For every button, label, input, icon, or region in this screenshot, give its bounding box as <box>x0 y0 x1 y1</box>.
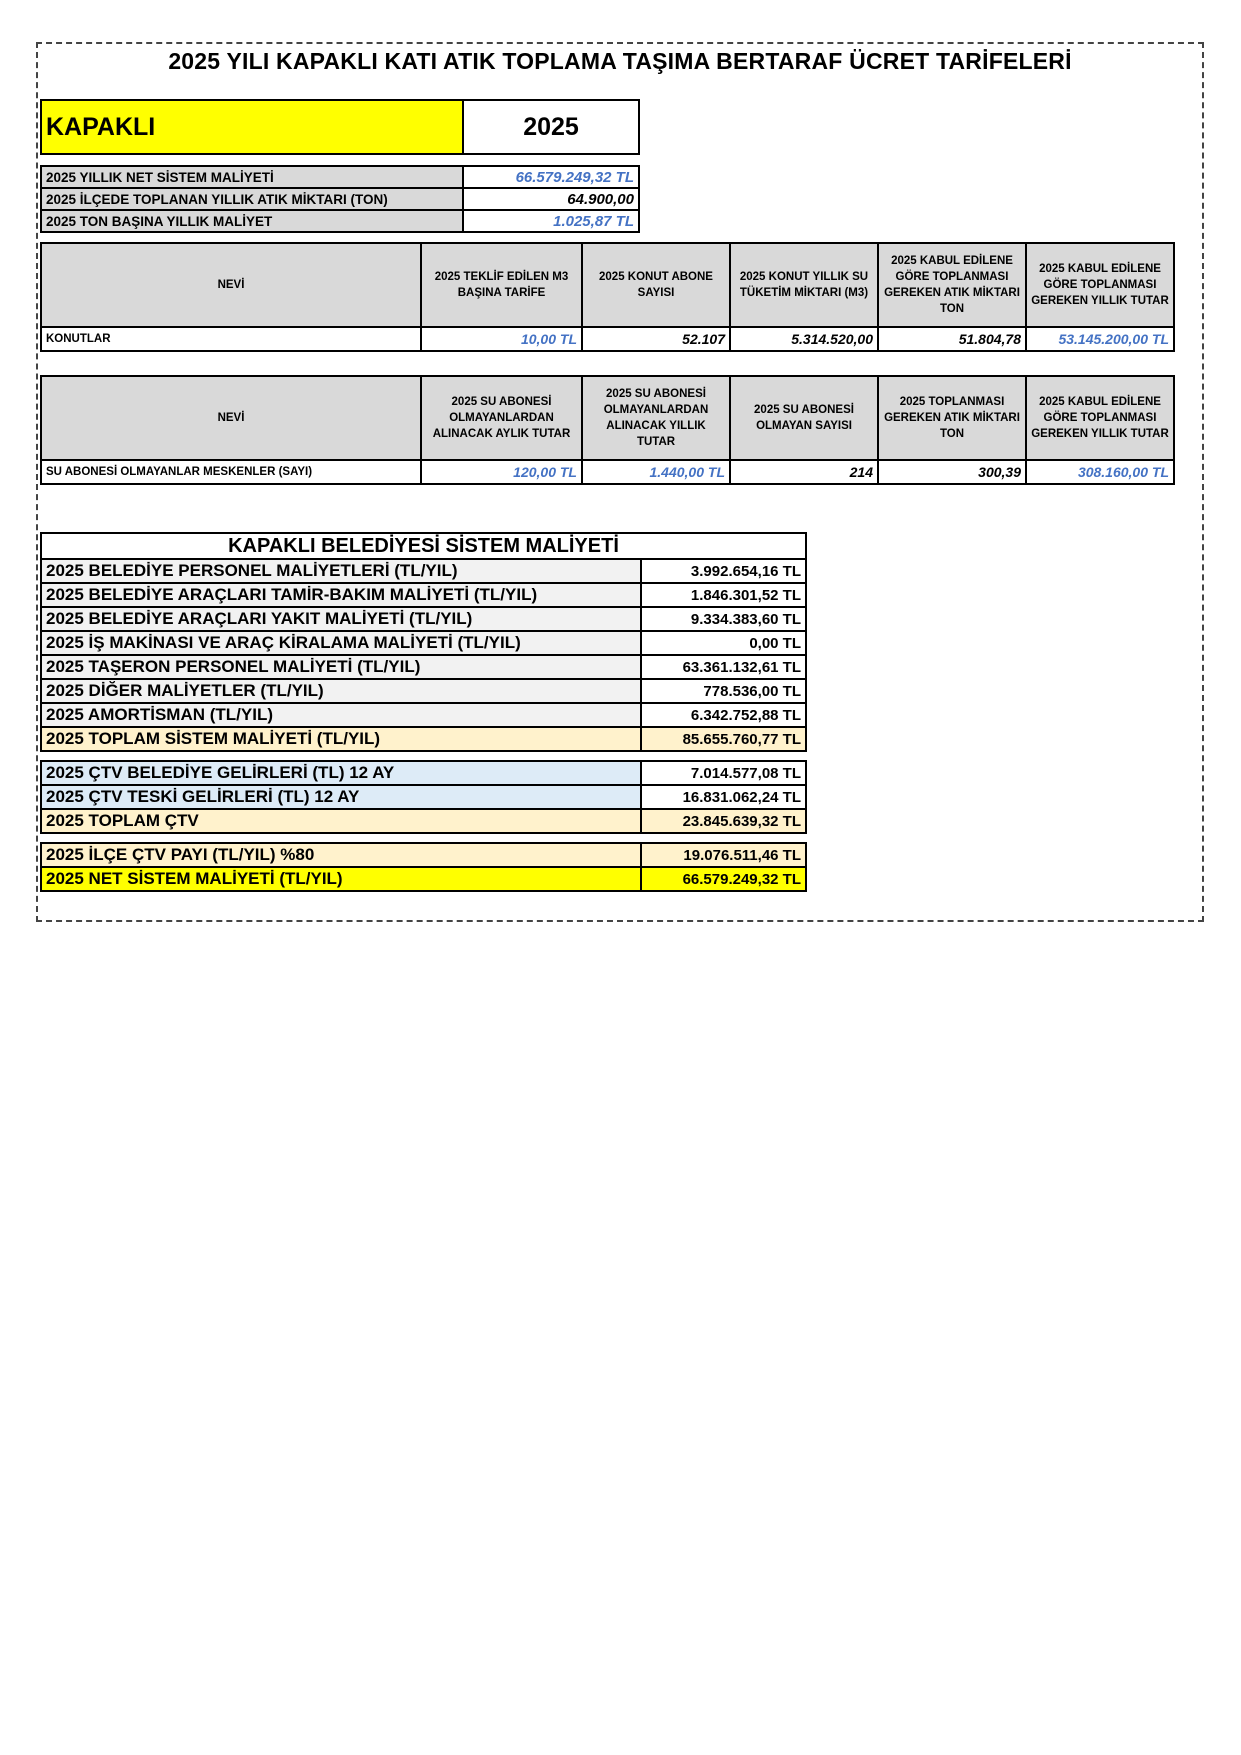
konut-tariff-table <box>40 242 1175 352</box>
table-row <box>41 785 806 809</box>
column-header: 2025 KABUL EDİLENE GÖRE TOPLANMASI GEREKEN YILLIK TUTAR <box>1026 376 1174 460</box>
total-row <box>41 809 806 833</box>
table-cell: 52.107 <box>582 327 730 351</box>
cost-value: 16.831.062,24 TL <box>641 785 806 809</box>
summary-table <box>40 165 640 233</box>
table-cell: 120,00 TL <box>421 460 582 484</box>
column-header: NEVİ <box>41 243 421 327</box>
column-header: 2025 KONUT YILLIK SU TÜKETİM MİKTARI (M3) <box>730 243 878 327</box>
column-header: 2025 TOPLANMASI GEREKEN ATIK MİKTARI TON <box>878 376 1026 460</box>
column-header: 2025 SU ABONESİ OLMAYANLARDAN ALINACAK YILLIK TUTAR <box>582 376 730 460</box>
cost-label: 2025 BELEDİYE ARAÇLARI TAMİR-BAKIM MALİYETİ (TL/YIL) <box>41 583 641 607</box>
cost-value: 778.536,00 TL <box>641 679 806 703</box>
cost-label: 2025 NET SİSTEM MALİYETİ (TL/YIL) <box>41 867 641 891</box>
column-header: NEVİ <box>41 376 421 460</box>
cost-value: 6.342.752,88 TL <box>641 703 806 727</box>
cost-label: 2025 DİĞER MALİYETLER (TL/YIL) <box>41 679 641 703</box>
table-cell: 53.145.200,00 TL <box>1026 327 1174 351</box>
page-title: 2025 YILI KAPAKLI KATI ATIK TOPLAMA TAŞIMA BERTARAF ÜCRET TARİFELERİ <box>168 48 1072 74</box>
cost-label: 2025 ÇTV TESKİ GELİRLERİ (TL) 12 AY <box>41 785 641 809</box>
table-cell: 308.160,00 TL <box>1026 460 1174 484</box>
column-header: 2025 SU ABONESİ OLMAYAN SAYISI <box>730 376 878 460</box>
table-row <box>41 631 806 655</box>
total-row <box>41 843 806 867</box>
cost-label: 2025 TOPLAM SİSTEM MALİYETİ (TL/YIL) <box>41 727 641 751</box>
summary-value: 66.579.249,32 TL <box>463 166 639 188</box>
table-row <box>41 583 806 607</box>
summary-row <box>41 210 639 232</box>
net-total-row <box>41 867 806 891</box>
cost-label: 2025 AMORTİSMAN (TL/YIL) <box>41 703 641 727</box>
cost-label: 2025 BELEDİYE ARAÇLARI YAKIT MALİYETİ (TL/YIL) <box>41 607 641 631</box>
summary-value: 64.900,00 <box>463 188 639 210</box>
cost-label: 2025 İŞ MAKİNASI VE ARAÇ KİRALAMA MALİYETİ (TL/YIL) <box>41 631 641 655</box>
table-cell: 51.804,78 <box>878 327 1026 351</box>
cost-value: 1.846.301,52 TL <box>641 583 806 607</box>
summary-label: 2025 İLÇEDE TOPLANAN YILLIK ATIK MİKTARI (TON) <box>41 188 463 210</box>
column-header: 2025 KABUL EDİLENE GÖRE TOPLANMASI GEREKEN ATIK MİKTARI TON <box>878 243 1026 327</box>
row-spacer <box>41 833 806 843</box>
row-label: SU ABONESİ OLMAYANLAR MESKENLER (SAYI) <box>41 460 421 484</box>
cost-value: 3.992.654,16 TL <box>641 559 806 583</box>
summary-value: 1.025,87 TL <box>463 210 639 232</box>
table-row <box>41 761 806 785</box>
header-table <box>40 99 640 155</box>
table-row <box>41 559 806 583</box>
table-cell: 10,00 TL <box>421 327 582 351</box>
table-row <box>41 679 806 703</box>
cost-value: 23.845.639,32 TL <box>641 809 806 833</box>
system-cost-table <box>40 532 807 892</box>
column-header: 2025 SU ABONESİ OLMAYANLARDAN ALINACAK AYLIK TUTAR <box>421 376 582 460</box>
table-row <box>41 703 806 727</box>
summary-row <box>41 188 639 210</box>
cost-label: 2025 İLÇE ÇTV PAYI (TL/YIL) %80 <box>41 843 641 867</box>
table-cell: 1.440,00 TL <box>582 460 730 484</box>
table-row <box>41 655 806 679</box>
cost-label: 2025 BELEDİYE PERSONEL MALİYETLERİ (TL/YIL) <box>41 559 641 583</box>
column-header: 2025 TEKLİF EDİLEN M3 BAŞINA TARİFE <box>421 243 582 327</box>
table-row <box>41 327 1174 351</box>
table-cell: 5.314.520,00 <box>730 327 878 351</box>
cost-label: 2025 ÇTV BELEDİYE GELİRLERİ (TL) 12 AY <box>41 761 641 785</box>
non-subscriber-table <box>40 375 1175 485</box>
cost-value: 0,00 TL <box>641 631 806 655</box>
cost-table-title: KAPAKLI BELEDİYESİ SİSTEM MALİYETİ <box>41 533 806 559</box>
table-cell: 214 <box>730 460 878 484</box>
cost-label: 2025 TAŞERON PERSONEL MALİYETİ (TL/YIL) <box>41 655 641 679</box>
cost-value: 9.334.383,60 TL <box>641 607 806 631</box>
summary-row <box>41 166 639 188</box>
total-row <box>41 727 806 751</box>
cost-value: 85.655.760,77 TL <box>641 727 806 751</box>
table-row <box>41 607 806 631</box>
row-spacer <box>41 751 806 761</box>
summary-label: 2025 YILLIK NET SİSTEM MALİYETİ <box>41 166 463 188</box>
table-row <box>41 460 1174 484</box>
cost-value: 66.579.249,32 TL <box>641 867 806 891</box>
column-header: 2025 KABUL EDİLENE GÖRE TOPLANMASI GEREKEN YILLIK TUTAR <box>1026 243 1174 327</box>
column-header: 2025 KONUT ABONE SAYISI <box>582 243 730 327</box>
municipality-name: KAPAKLI <box>41 100 463 154</box>
cost-value: 19.076.511,46 TL <box>641 843 806 867</box>
cost-label: 2025 TOPLAM ÇTV <box>41 809 641 833</box>
cost-value: 63.361.132,61 TL <box>641 655 806 679</box>
cost-value: 7.014.577,08 TL <box>641 761 806 785</box>
spacer-cell <box>41 751 806 761</box>
summary-label: 2025 TON BAŞINA YILLIK MALİYET <box>41 210 463 232</box>
spacer-cell <box>41 833 806 843</box>
header-year: 2025 <box>463 100 639 154</box>
row-label: KONUTLAR <box>41 327 421 351</box>
table-cell: 300,39 <box>878 460 1026 484</box>
